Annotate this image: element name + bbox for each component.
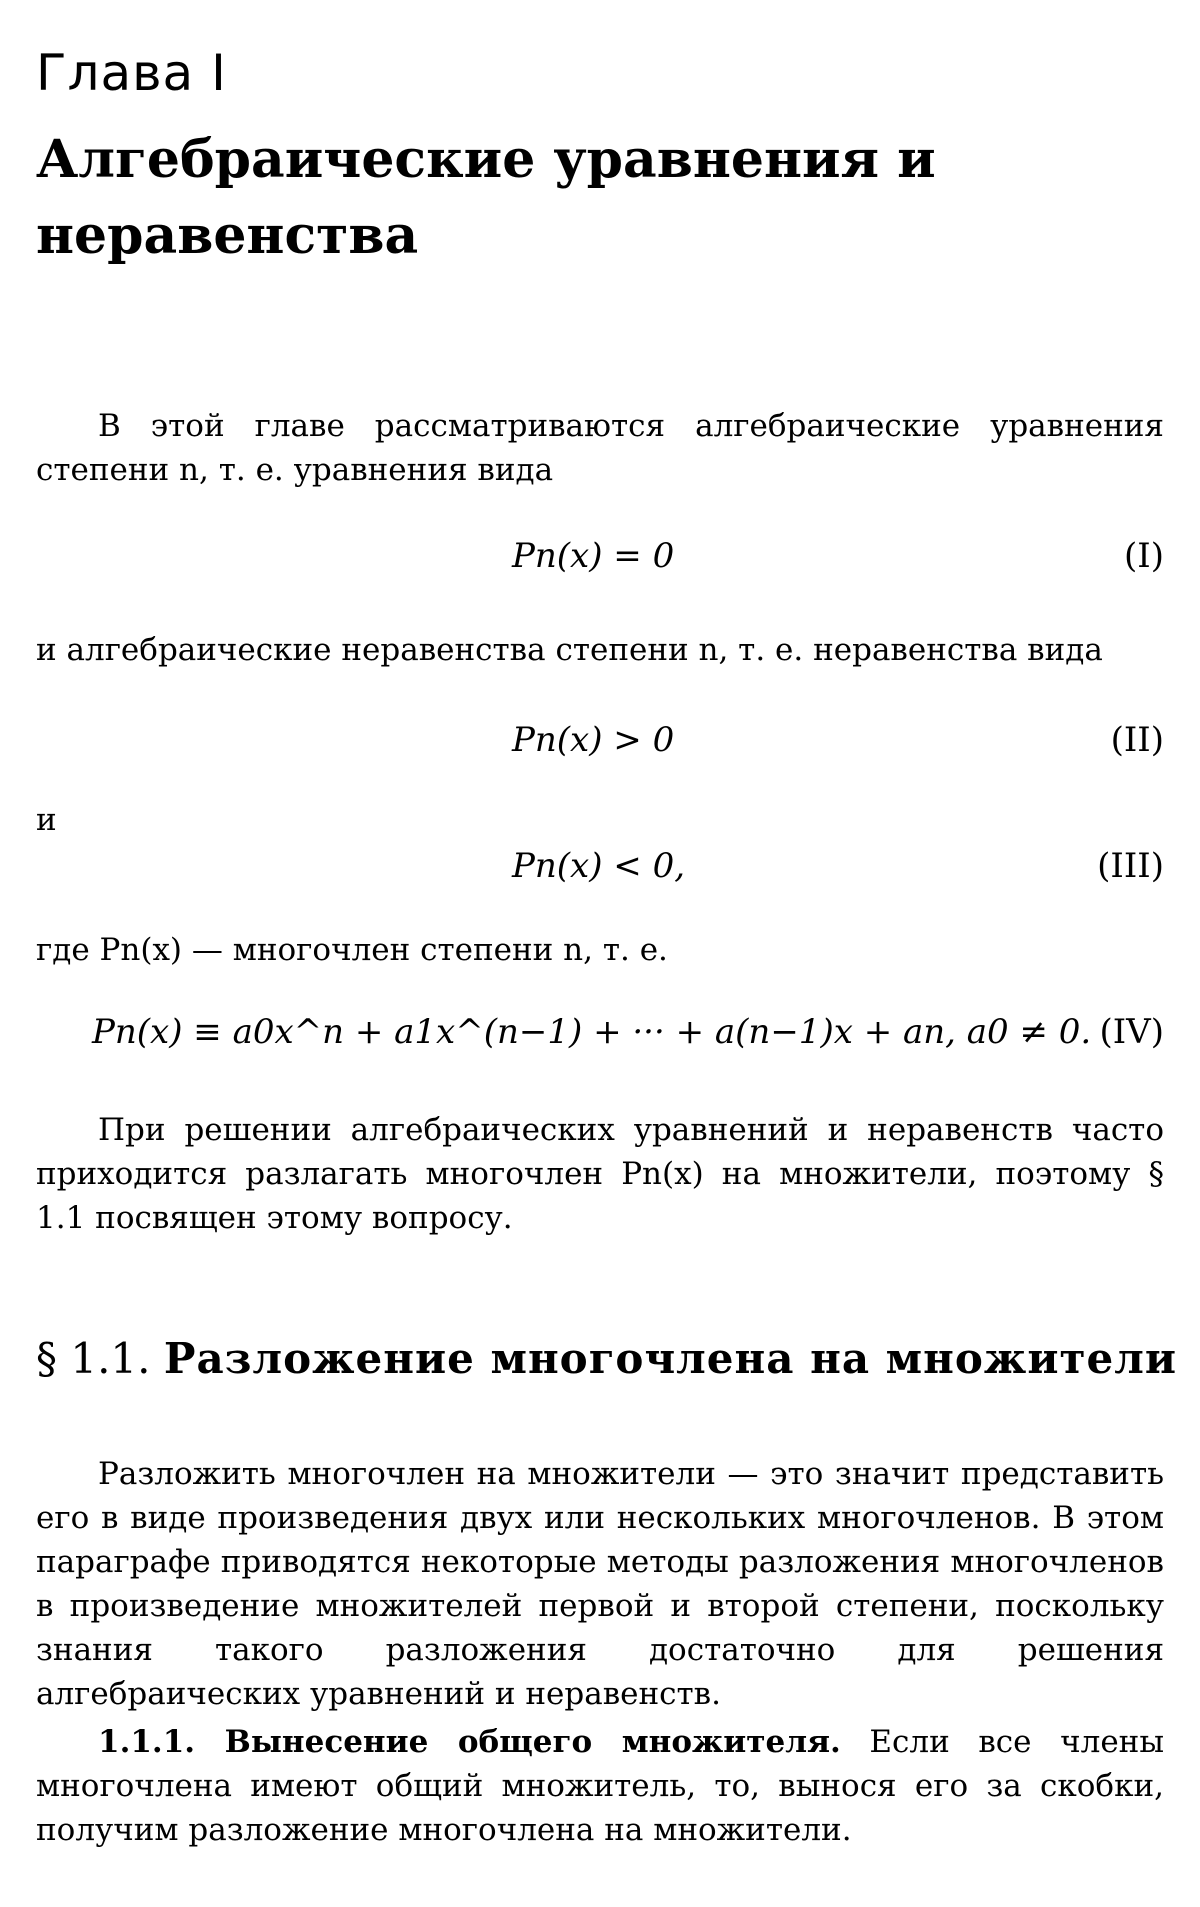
book-page <box>36 0 1177 1907</box>
equation-IV-number: (IV) <box>1099 1012 1164 1052</box>
intro-p1-text: В этой главе рассматриваются алгебраические уравнения степени n, т. е. уравнения вида <box>36 408 1164 488</box>
equation-IV-formula: Pn(x) ≡ a0x^n + a1x^(n−1) + ··· + a(n−1)x + an, a0 ≠ 0. <box>92 1012 1092 1052</box>
equation-III-number: (III) <box>1097 846 1164 886</box>
section-number: § 1.1. <box>36 1334 151 1383</box>
equation-I-formula: Pn(x) = 0 <box>512 536 675 576</box>
equation-IV <box>36 1012 1164 1062</box>
equation-III-formula: Pn(x) < 0, <box>512 846 686 886</box>
intro-paragraph-2 <box>36 628 1164 672</box>
chapter-label: Глава I <box>36 44 227 102</box>
intro-paragraph-1 <box>36 404 1164 492</box>
intro-p2-text: и алгебраические неравенства степени n, т. е. неравенства вида <box>36 632 1103 668</box>
equation-I <box>36 536 1164 586</box>
equation-II <box>36 720 1164 770</box>
section-paragraph-1 <box>36 1452 1164 1716</box>
subsection-heading: 1.1.1. Вынесение общего множителя. <box>98 1724 841 1760</box>
section-title: Разложение многочлена на множители <box>163 1334 1177 1383</box>
conjunction-and: и <box>36 802 57 838</box>
equation-II-formula: Pn(x) > 0 <box>512 720 675 760</box>
intro-paragraph-3 <box>36 928 1164 972</box>
equation-III <box>36 846 1164 896</box>
intro-p3-text: где Pn(x) — многочлен степени n, т. е. <box>36 932 668 968</box>
section-heading <box>36 1334 1177 1383</box>
subsection-text: Если все члены многочлена имеют общий множитель, то, вынося его за скобки, получим разложение многочлена на множители. <box>36 1724 1164 1848</box>
chapter-title: Алгебраические уравнения и неравенства <box>36 129 936 266</box>
section-p1-text: Разложить многочлен на множители — это значит представить его в виде произведения двух или нескольких многочленов. В этом параграфе приводятся некоторые методы разложения многочленов в произведение множителей первой и второй степени, поскольку знания такого разложения достаточно для решения алгебраических уравнений и неравенств. <box>36 1456 1164 1712</box>
equation-I-number: (I) <box>1124 536 1164 576</box>
equation-II-number: (II) <box>1110 720 1164 760</box>
intro-paragraph-4 <box>36 1108 1164 1240</box>
intro-p4-text: При решении алгебраических уравнений и неравенств часто приходится разлагать многочлен Pn(x) на множители, поэтому § 1.1 посвящен этому вопросу. <box>36 1112 1164 1236</box>
subsection-1-1-1 <box>36 1720 1164 1852</box>
